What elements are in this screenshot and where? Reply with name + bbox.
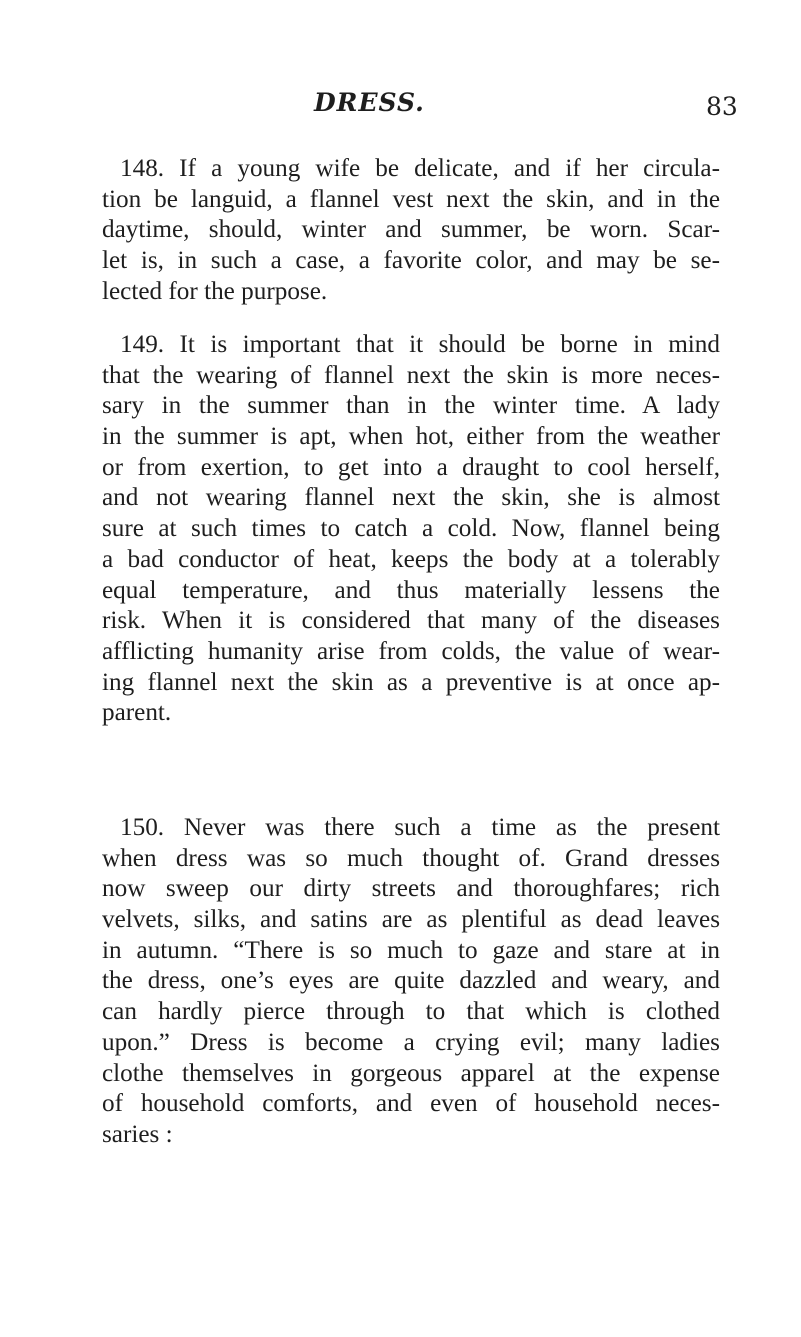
text-line: a bad conductor of heat, keeps the body at a tolerably [102,545,720,573]
text-line: parent. [102,699,172,727]
text-line: clothe themselves in gorgeous apparel at the expense [102,1059,720,1087]
text-line: that the wearing of flannel next the skin is more neces- [102,361,720,389]
paragraph-150 [102,813,720,1151]
text-line: risk. When it is considered that many of the diseases [102,607,720,635]
text-line: when dress was so much thought of. Grand dresses [102,844,720,872]
text-line: velvets, silks, and satins are as plentiful as dead leaves [102,906,720,934]
text-line: or from exertion, to get into a draught to cool herself, [102,453,720,481]
text-line: afflicting humanity arise from colds, the value of wear- [102,637,720,665]
page-number: 83 [706,92,738,121]
text-line: now sweep our dirty streets and thoroughfares; rich [102,875,720,903]
text-line: tion be languid, a flannel vest next the skin, and in the [102,185,720,213]
text-line: saries : [102,1120,173,1148]
paragraph-148 [102,154,720,307]
text-line: equal temperature, and thus materially lessens the [102,576,720,604]
text-line: 150. Never was there such a time as the present [120,814,720,841]
text-line: sure at such times to catch a cold. Now, flannel being [102,515,720,543]
text-line: and not wearing flannel next the skin, she is almost [102,484,720,512]
text-line: ing flannel next the skin as a preventive is at once ap- [102,668,720,696]
text-line: upon.” Dress is become a crying evil; many ladies [102,1028,720,1056]
text-line: in autumn. “There is so much to gaze and stare at in [102,936,720,964]
paragraph-149 [102,330,720,729]
text-line: can hardly pierce through to that which is clothed [102,998,720,1026]
running-head [0,88,801,122]
running-title: DRESS. [314,88,425,117]
text-line: 149. It is important that it should be borne in mind [120,331,720,358]
text-line: sary in the summer than in the winter time. A lady [102,392,720,420]
text-line: lected for the purpose. [102,277,328,305]
text-line: 148. If a young wife be delicate, and if her circula- [120,155,720,182]
text-line: the dress, one’s eyes are quite dazzled and weary, and [102,967,720,995]
text-line: daytime, should, winter and summer, be worn. Scar- [102,216,720,244]
text-line: in the summer is apt, when hot, either from the weather [102,423,720,451]
text-line: of household comforts, and even of household neces- [102,1090,720,1118]
text-line: let is, in such a case, a favorite color, and may be se- [102,247,720,275]
